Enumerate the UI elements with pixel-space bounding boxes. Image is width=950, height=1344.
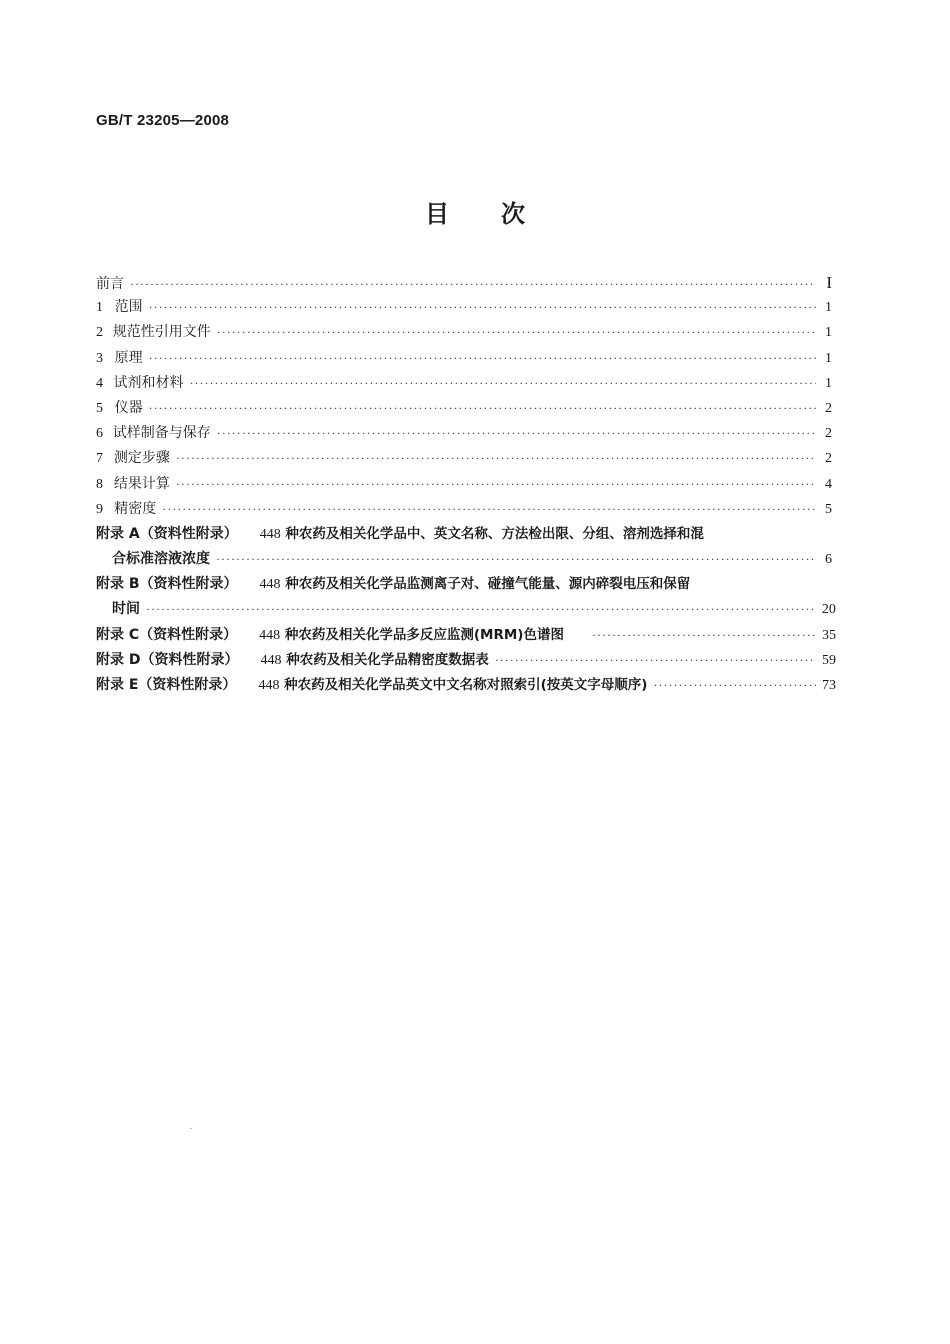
- leader-dots: [162, 497, 816, 522]
- toc-entry-label: 仪器: [114, 399, 143, 416]
- toc-entry-label: 试样制备与保存: [112, 425, 211, 442]
- toc-title: [0, 194, 950, 229]
- toc-entry-number: 6: [96, 426, 103, 442]
- appendix-count: 448: [259, 526, 281, 542]
- leader-dots: [149, 295, 816, 320]
- toc-entry-label: 原理: [114, 349, 143, 366]
- toc-entry[interactable]: [96, 421, 832, 446]
- toc-entry[interactable]: [96, 396, 832, 421]
- leader-dots: [146, 597, 816, 622]
- toc-page-number: 4: [825, 476, 832, 492]
- appendix-title-line1: 种农药及相关化学品多反应监测(MRM)色谱图: [284, 626, 564, 643]
- appendix-title-line1: 种农药及相关化学品英文中文名称对照索引(按英文字母顺序): [284, 677, 648, 693]
- toc-appendix-b[interactable]: [96, 572, 832, 597]
- appendix-title: [259, 623, 564, 648]
- toc-entry-label: 精密度: [114, 500, 157, 517]
- appendix-title: [260, 522, 704, 547]
- leader-dots: [149, 346, 816, 371]
- toc-entry[interactable]: [96, 320, 832, 345]
- toc-page-number: 20: [821, 602, 836, 618]
- leader-dots: [216, 547, 816, 572]
- toc-entry-number: 7: [96, 451, 103, 467]
- toc-page-number: 2: [825, 400, 832, 416]
- toc-page-number: 1: [825, 350, 832, 366]
- toc-page-number: 1: [825, 375, 832, 391]
- leader-dots: [217, 320, 816, 345]
- toc-entry-number: 5: [96, 400, 103, 416]
- toc-entry-number: 8: [96, 476, 103, 492]
- appendix-title: [261, 648, 489, 673]
- toc-entry-label: 结果计算: [113, 475, 170, 492]
- appendix-title-line1: 种农药及相关化学品精密度数据表: [286, 651, 489, 668]
- appendix-title-line2: 合标准溶液浓度: [112, 551, 210, 568]
- appendix-count: 448: [259, 627, 281, 643]
- appendix-label: 附录 B（资料性附录）: [96, 576, 238, 593]
- toc-page-number: 1: [825, 325, 832, 341]
- toc-entry-label: 范围: [114, 299, 143, 316]
- leader-dots: [190, 371, 816, 396]
- toc-appendix-c[interactable]: [96, 623, 836, 648]
- toc-title-char-1: 目: [425, 200, 449, 228]
- toc-entry-number: 3: [96, 350, 103, 366]
- toc-entry[interactable]: [96, 497, 832, 522]
- toc-appendix-d[interactable]: [96, 648, 836, 673]
- toc-entry[interactable]: [96, 346, 832, 371]
- appendix-label: 附录 E（资料性附录）: [96, 677, 237, 693]
- toc-appendix-a-continued[interactable]: [96, 547, 832, 572]
- appendix-count: 448: [259, 577, 281, 593]
- toc-entry-number: 9: [96, 501, 103, 517]
- leader-dots: [592, 623, 816, 648]
- toc-page-number: 35: [822, 627, 836, 643]
- toc-entry-number: 4: [96, 375, 103, 391]
- leader-dots: [176, 472, 816, 497]
- leader-dots: [217, 421, 816, 446]
- appendix-title-line1: 种农药及相关化学品监测离子对、碰撞气能量、源内碎裂电压和保留: [285, 576, 691, 593]
- toc-entry-preface[interactable]: [96, 270, 832, 295]
- toc-entry[interactable]: [96, 295, 832, 320]
- leader-dots: [495, 648, 816, 673]
- toc-page-number: 2: [825, 426, 832, 442]
- toc-entry-label: 测定步骤: [113, 450, 170, 467]
- appendix-label: 附录 C（资料性附录）: [96, 626, 238, 643]
- leader-dots: [653, 673, 816, 698]
- toc-entry-label: 规范性引用文件: [112, 324, 211, 341]
- toc-page-number: 1: [825, 300, 832, 316]
- toc-entry-label: 试剂和材料: [113, 374, 184, 391]
- toc-page-number: 59: [822, 652, 836, 668]
- appendix-title: [258, 673, 647, 698]
- leader-dots: [176, 446, 816, 471]
- toc-appendix-a[interactable]: [96, 522, 832, 547]
- toc-entry[interactable]: [96, 371, 832, 396]
- toc-appendix-b-continued[interactable]: [96, 597, 836, 622]
- leader-dots: [130, 272, 816, 297]
- toc-page-number: 5: [825, 501, 832, 517]
- toc-title-char-2: 次: [501, 200, 525, 228]
- appendix-count: 448: [258, 678, 280, 693]
- toc-page-number: 2: [825, 451, 832, 467]
- toc-entry-number: 1: [96, 300, 103, 316]
- toc-page-number: I: [826, 273, 832, 292]
- toc-page-number: 6: [825, 552, 832, 568]
- toc-appendix-e[interactable]: [96, 673, 836, 698]
- toc-page-number: 73: [822, 678, 836, 693]
- appendix-title-line2: 时间: [112, 601, 140, 618]
- appendix-label: 附录 A（资料性附录）: [96, 525, 238, 542]
- appendix-label: 附录 D（资料性附录）: [96, 651, 239, 668]
- leader-dots: [149, 396, 816, 421]
- scan-speck: [190, 1128, 192, 1129]
- appendix-count: 448: [260, 652, 282, 668]
- appendix-title-line1: 种农药及相关化学品中、英文名称、方法检出限、分组、溶剂选择和混: [285, 525, 704, 542]
- standard-code: GB/T 23205—2008: [96, 112, 230, 129]
- table-of-contents: [96, 270, 836, 698]
- toc-entry[interactable]: [96, 446, 832, 471]
- toc-entry[interactable]: [96, 472, 832, 497]
- toc-entry-label: 前言: [96, 276, 124, 292]
- toc-entry-number: 2: [96, 325, 103, 341]
- appendix-title: [260, 572, 691, 597]
